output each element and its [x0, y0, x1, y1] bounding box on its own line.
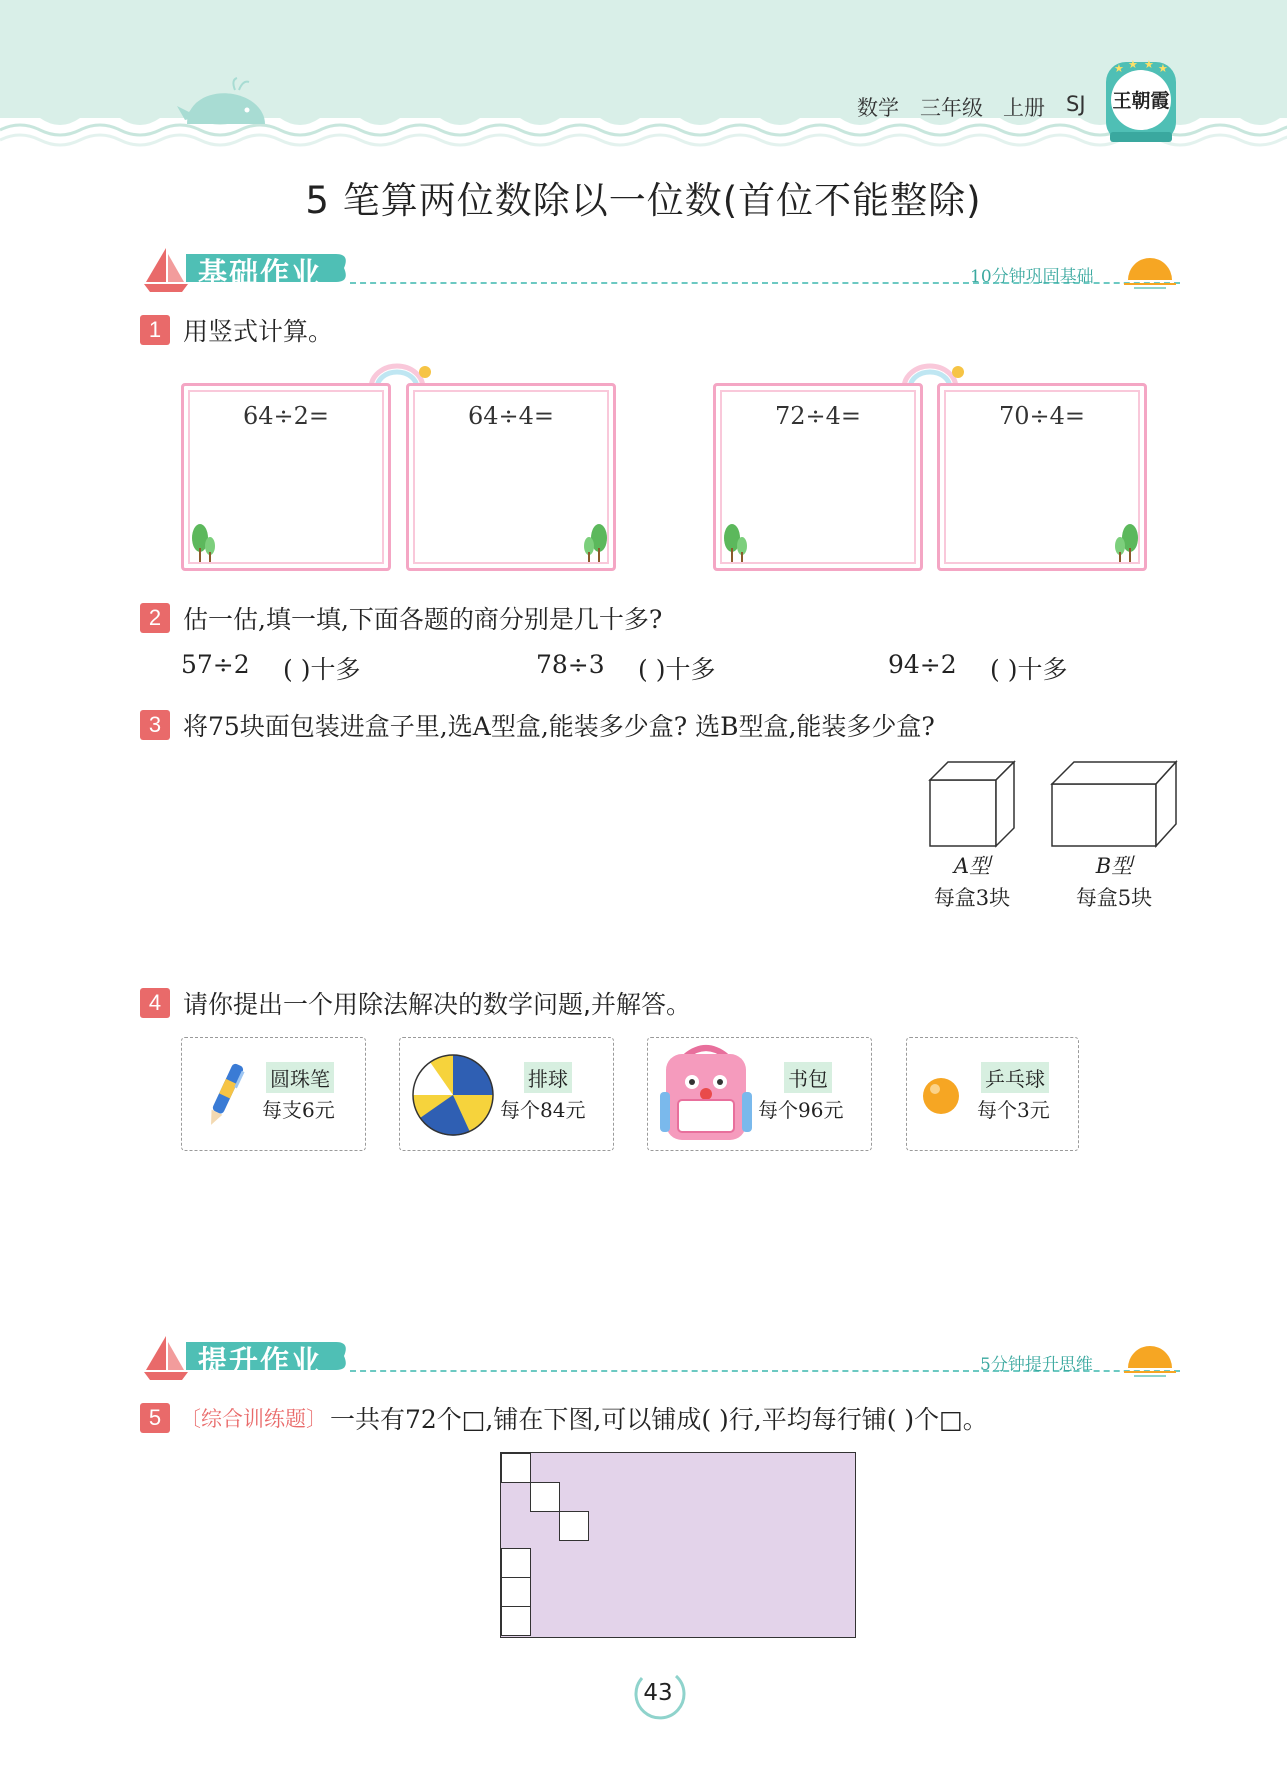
- item-price: 每支6元: [262, 1098, 335, 1122]
- q5-tag: 〔综合训练题〕: [180, 1407, 327, 1431]
- section-advanced-note: 5分钟提升思维: [980, 1355, 1093, 1375]
- calc-expression: 70÷4=: [998, 402, 1086, 430]
- q2-number: 2: [140, 603, 170, 633]
- q5-number: 5: [140, 1403, 170, 1433]
- tree-icon: [190, 522, 216, 564]
- q4-number: 4: [140, 988, 170, 1018]
- tiling-grid: [500, 1452, 856, 1638]
- item-card-pen: [181, 1037, 366, 1151]
- page-title: 5 笔算两位数除以一位数(首位不能整除): [305, 179, 982, 222]
- q3-text: 将75块面包装进盒子里,选A型盒,能装多少盒? 选B型盒,能装多少盒?: [183, 712, 935, 741]
- section-banner-advanced: [140, 1332, 1180, 1382]
- section-banner-basic: [140, 244, 1180, 294]
- header-edition: SJ: [1066, 92, 1086, 116]
- q1-text: 用竖式计算。: [183, 317, 334, 346]
- q5-text: 一共有72个□,铺在下图,可以铺成( )行,平均每行铺( )个□。: [330, 1405, 988, 1434]
- svg-text:★: ★: [1128, 58, 1138, 71]
- item-name: 排球: [524, 1062, 572, 1093]
- q2-text: 估一估,填一填,下面各题的商分别是几十多?: [183, 605, 663, 634]
- calc-expression: 72÷4=: [774, 402, 862, 430]
- brand-logo: [1100, 58, 1182, 148]
- calc-expression: 64÷2=: [242, 402, 330, 430]
- item-name: 书包: [784, 1062, 832, 1093]
- calc-box-3[interactable]: [713, 383, 923, 571]
- calc-box-1[interactable]: [181, 383, 391, 571]
- sunrise-icon: [1120, 1336, 1180, 1378]
- box-a-name: A型: [953, 854, 991, 878]
- schoolbag-icon: [658, 1042, 754, 1146]
- svg-text:★: ★: [1158, 62, 1168, 75]
- calc-box-2[interactable]: [406, 383, 616, 571]
- tree-icon: [1114, 522, 1140, 564]
- box-b-icon: [1050, 760, 1178, 848]
- header-subject: 数学: [857, 96, 899, 120]
- header-volume: 上册: [1003, 96, 1045, 120]
- calc-expression: 64÷4=: [467, 402, 555, 430]
- tree-icon: [583, 522, 609, 564]
- whale-icon: [175, 76, 275, 128]
- pingpong-ball-icon: [921, 1076, 961, 1116]
- box-b-capacity: 每盒5块: [1075, 886, 1153, 910]
- q2-blank-3[interactable]: ( )十多: [990, 655, 1068, 684]
- item-name: 乒乓球: [981, 1062, 1049, 1093]
- section-basic-note: 10分钟巩固基础: [970, 267, 1094, 287]
- item-card-volleyball: [399, 1037, 614, 1151]
- volleyball-icon: [410, 1052, 496, 1138]
- section-advanced-label: 提升作业: [198, 1344, 323, 1378]
- brand-name: 王朝霞: [1112, 90, 1170, 112]
- tree-icon: [722, 522, 748, 564]
- q4-text: 请你提出一个用除法解决的数学问题,并解答。: [183, 990, 691, 1019]
- section-basic-label: 基础作业: [198, 256, 323, 290]
- item-price: 每个3元: [977, 1098, 1050, 1122]
- box-a-capacity: 每盒3块: [933, 886, 1011, 910]
- q2-expr-3: 94÷2: [888, 650, 957, 679]
- page-number: 43: [643, 1680, 673, 1706]
- box-a-icon: [928, 760, 1016, 848]
- header-grade: 三年级: [920, 96, 983, 120]
- q1-number: 1: [140, 315, 170, 345]
- svg-text:★: ★: [1144, 58, 1154, 71]
- calc-box-4[interactable]: [937, 383, 1147, 571]
- svg-text:★: ★: [1114, 62, 1124, 75]
- q2-blank-2[interactable]: ( )十多: [638, 655, 716, 684]
- q3-number: 3: [140, 710, 170, 740]
- q2-blank-1[interactable]: ( )十多: [283, 655, 361, 684]
- sunrise-icon: [1120, 248, 1180, 290]
- q2-expr-2: 78÷3: [536, 650, 605, 679]
- item-name: 圆珠笔: [266, 1062, 334, 1093]
- item-price: 每个84元: [500, 1098, 586, 1122]
- item-card-schoolbag: [647, 1037, 872, 1151]
- item-price: 每个96元: [758, 1098, 844, 1122]
- item-card-pingpong: [906, 1037, 1079, 1151]
- box-b-name: B型: [1095, 854, 1133, 878]
- pen-icon: [200, 1060, 250, 1130]
- q2-expr-1: 57÷2: [181, 650, 250, 679]
